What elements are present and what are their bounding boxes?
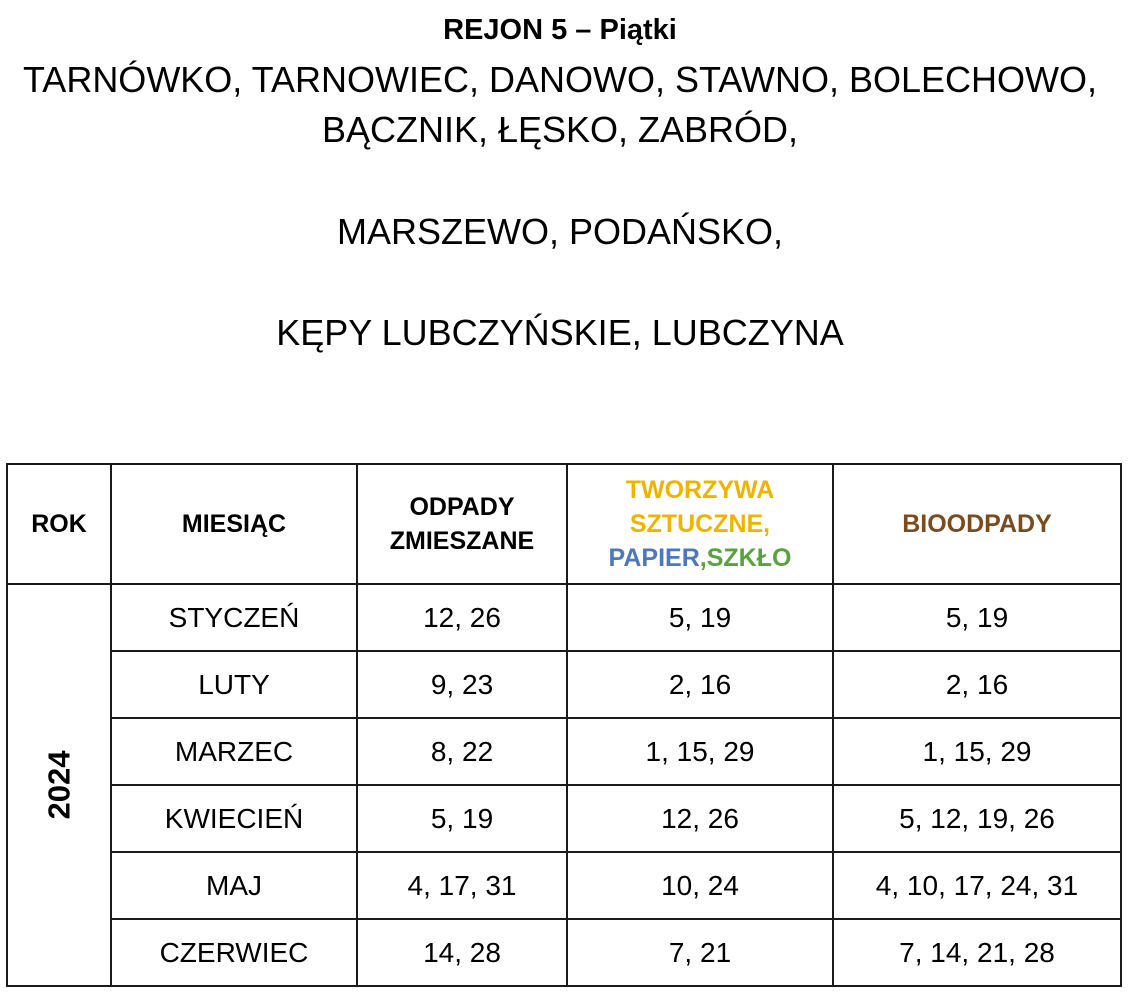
mixed-dates-cell: 14, 28	[357, 919, 567, 986]
towns-line-1: TARNÓWKO, TARNOWIEC, DANOWO, STAWNO, BOLECHOWO,	[22, 59, 1097, 100]
month-cell: KWIECIEŃ	[111, 785, 357, 852]
header-plastic-line1: TWORZYWA	[625, 476, 775, 504]
header-glass: SZKŁO	[706, 544, 792, 572]
mixed-dates-cell: 9, 23	[357, 651, 567, 718]
table-header-row	[7, 464, 1121, 584]
table-row	[7, 919, 1121, 986]
header-plastic-line2: SZTUCZNE,	[629, 510, 771, 538]
biowaste-dates-cell: 4, 10, 17, 24, 31	[833, 852, 1121, 919]
towns-line-3: MARSZEWO, PODAŃSKO,	[336, 211, 784, 252]
header-month: MIESIĄC	[111, 464, 357, 584]
table-row	[7, 785, 1121, 852]
region-title: REJON 5 – Piątki	[443, 14, 677, 46]
biowaste-dates-cell: 5, 12, 19, 26	[833, 785, 1121, 852]
biowaste-dates-cell: 7, 14, 21, 28	[833, 919, 1121, 986]
mixed-dates-cell: 12, 26	[357, 584, 567, 651]
table-row	[7, 852, 1121, 919]
header-mixed-line1: ODPADY	[409, 493, 515, 521]
header-recyclables	[567, 464, 833, 584]
recyclables-dates-cell: 7, 21	[567, 919, 833, 986]
month-cell: STYCZEŃ	[111, 584, 357, 651]
mixed-dates-cell: 4, 17, 31	[357, 852, 567, 919]
recyclables-dates-cell: 1, 15, 29	[567, 718, 833, 785]
recyclables-dates-cell: 5, 19	[567, 584, 833, 651]
mixed-dates-cell: 8, 22	[357, 718, 567, 785]
recyclables-dates-cell: 12, 26	[567, 785, 833, 852]
month-cell: MARZEC	[111, 718, 357, 785]
header-mixed-line2: ZMIESZANE	[389, 527, 535, 555]
month-cell: MAJ	[111, 852, 357, 919]
biowaste-dates-cell: 1, 15, 29	[833, 718, 1121, 785]
recyclables-dates-cell: 2, 16	[567, 651, 833, 718]
header-year: ROK	[7, 464, 111, 584]
towns-line-4: KĘPY LUBCZYŃSKIE, LUBCZYNA	[276, 312, 844, 353]
month-cell: CZERWIEC	[111, 919, 357, 986]
table-row	[7, 718, 1121, 785]
header-paper: PAPIER	[608, 544, 700, 572]
month-cell: LUTY	[111, 651, 357, 718]
towns-line-2: BĄCZNIK, ŁĘSKO, ZABRÓD,	[321, 109, 799, 150]
biowaste-dates-cell: 2, 16	[833, 651, 1121, 718]
header-biowaste: BIOODPADY	[833, 464, 1121, 584]
year-cell	[7, 584, 111, 986]
year-label: 2024	[41, 750, 76, 820]
biowaste-dates-cell: 5, 19	[833, 584, 1121, 651]
mixed-dates-cell: 5, 19	[357, 785, 567, 852]
header-comma: ,	[699, 544, 707, 572]
table-row	[7, 651, 1121, 718]
collection-schedule-table	[6, 463, 1122, 987]
table-row	[7, 584, 1121, 651]
recyclables-dates-cell: 10, 24	[567, 852, 833, 919]
header-mixed-waste	[357, 464, 567, 584]
